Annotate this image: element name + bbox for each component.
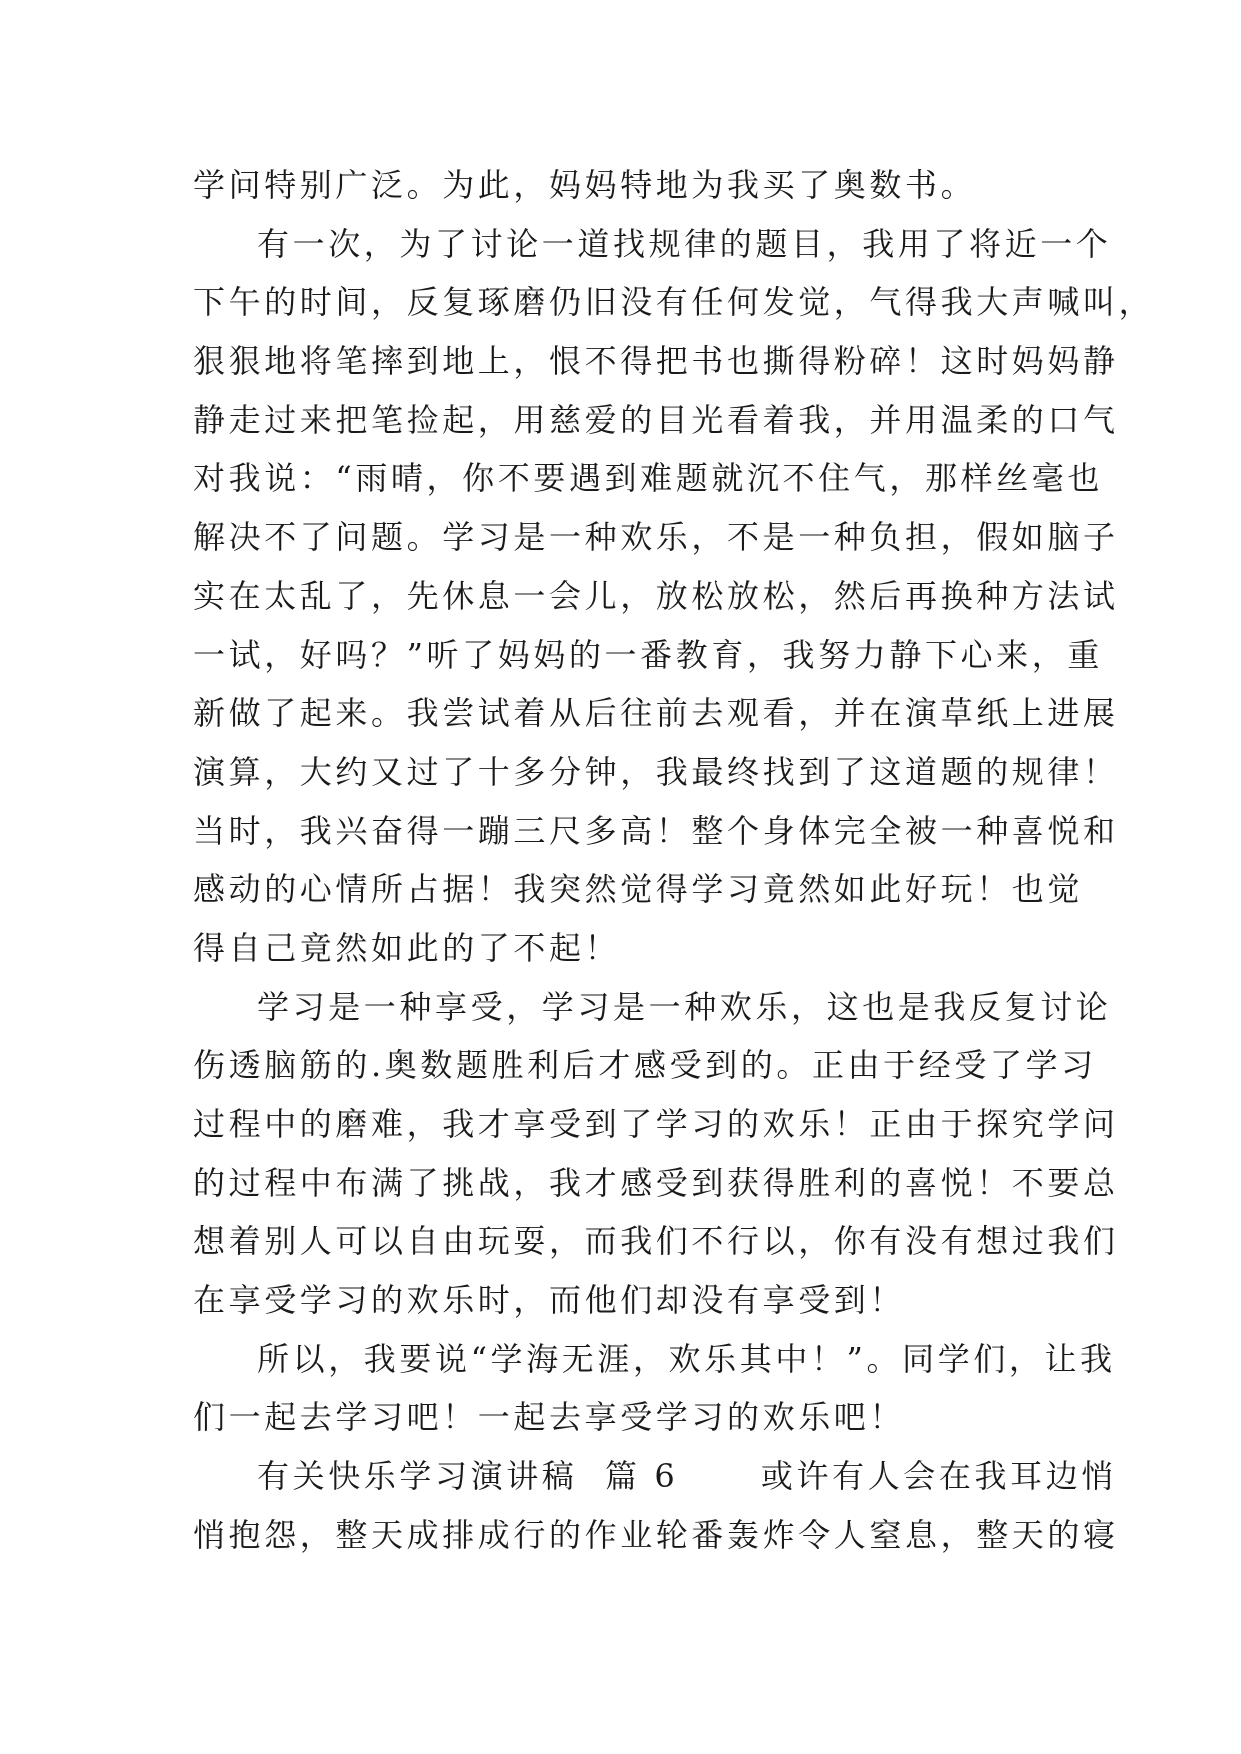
text-line: 静走过来把笔捡起，用慈爱的目光看着我，并用温柔的口气 [193,400,1119,439]
text-line: 有一次，为了讨论一道找规律的题目，我用了将近一个 [257,224,1112,263]
text-line: 新做了起来。我尝试着从后往前去观看，并在演草纸上进展 [193,694,1119,733]
text-line: 的过程中布满了挑战，我才感受到获得胜利的喜悦！不要总 [193,1163,1119,1202]
text-line: 过程中的磨难，我才享受到了学习的欢乐！正由于探究学问 [193,1105,1119,1143]
text-line: 狠狠地将笔摔到地上，恨不得把书也撕得粉碎！这时妈妈静 [193,342,1119,381]
text-line: 感动的心情所占据！我突然觉得学习竟然如此好玩！也觉 [193,870,1084,909]
text-line: 悄抱怨，整天成排成行的作业轮番轰炸令人窒息，整天的寝 [193,1515,1119,1554]
body-text [193,156,1155,1565]
section-heading-line: 有关快乐学习演讲稿 篇 6 或许有人会在我耳边悄 [257,1457,1117,1496]
text-line: 得自己竟然如此的了不起！ [193,928,621,967]
text-line: 解决不了问题。学习是一种欢乐，不是一种负担，假如脑子 [193,518,1119,557]
text-line: 一试，好吗？”听了妈妈的一番教育，我努力静下心来，重 [193,635,1103,674]
text-line: 学习是一种享受，学习是一种欢乐，这也是我反复讨论 [257,987,1112,1026]
text-line: 伤透脑筋的.奥数题胜利后才感受到的。正由于经受了学习 [193,1046,1097,1085]
text-line: 下午的时间，反复琢磨仍旧没有任何发觉，气得我大声喊叫， [193,283,1155,322]
text-line: 对我说：“雨晴，你不要遇到难题就沉不住气，那样丝毫也 [193,459,1103,498]
text-line: 们一起去学习吧！一起去享受学习的欢乐吧！ [193,1398,906,1437]
text-line: 演算，大约又过了十多分钟，我最终找到了这道题的规律！ [193,752,1119,791]
text-line: 实在太乱了，先休息一会儿，放松放松，然后再换种方法试 [193,576,1119,615]
text-line: 所以，我要说“学海无涯，欢乐其中！”。同学们，让我 [257,1339,1116,1378]
text-line: 在享受学习的欢乐时，而他们却没有享受到！ [193,1281,906,1320]
text-line: 当时，我兴奋得一蹦三尺多高！整个身体完全被一种喜悦和 [193,811,1119,850]
text-line: 学问特别广泛。为此，妈妈特地为我买了奥数书。 [193,166,977,204]
text-line: 想着别人可以自由玩耍，而我们不行以，你有没有想过我们 [193,1222,1119,1261]
